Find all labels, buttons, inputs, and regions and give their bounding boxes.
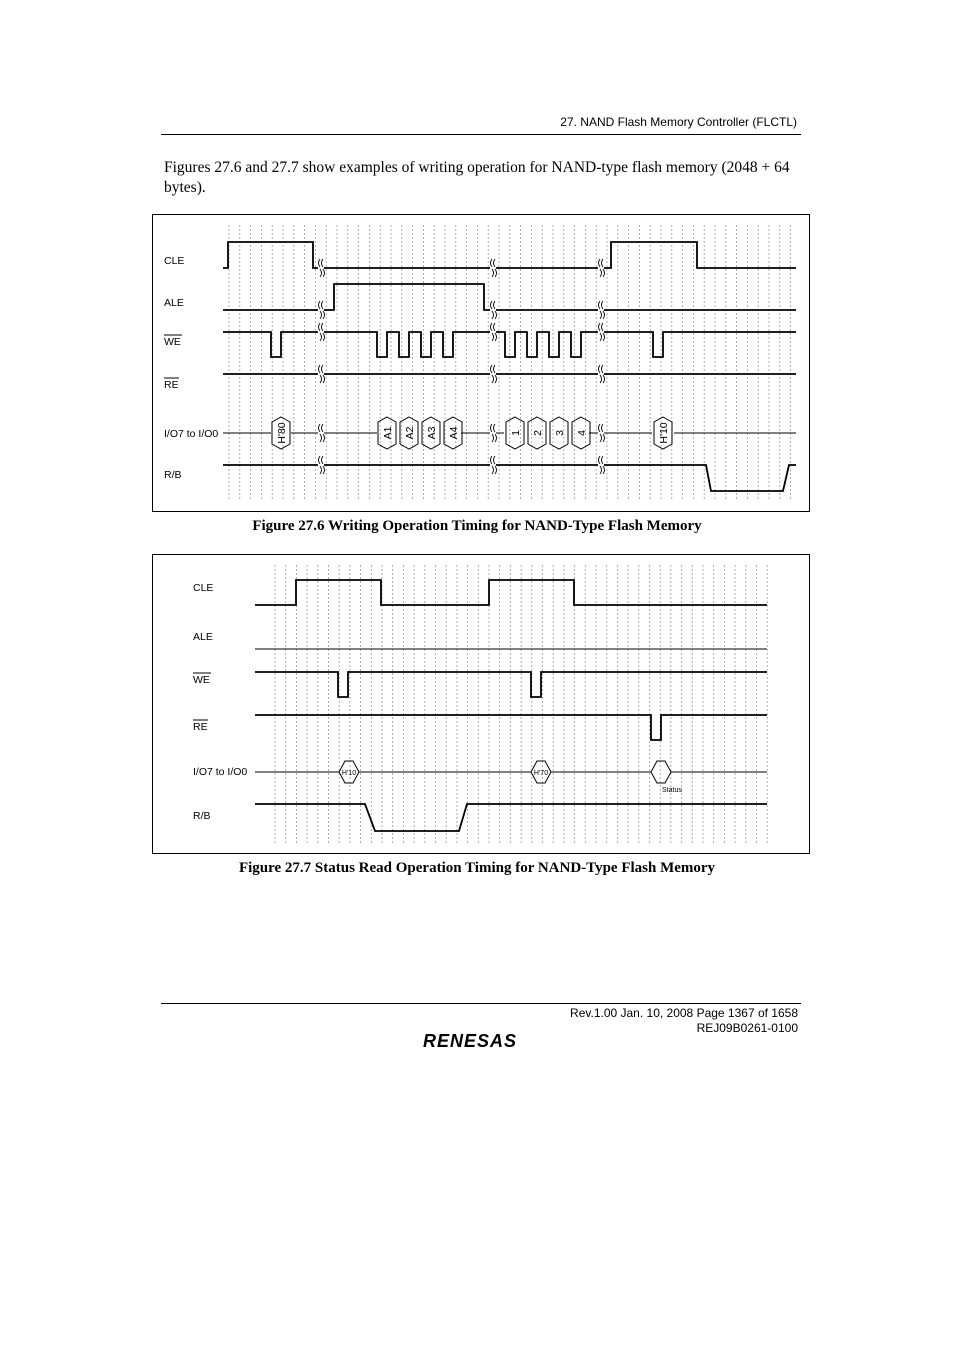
signal-label-rb: R/B: [164, 469, 182, 481]
signal-label-ale: ALE: [193, 631, 213, 643]
io-data-label: A1: [382, 426, 394, 440]
signal-label-re: RE: [193, 721, 208, 733]
figure-27-6: [152, 214, 810, 512]
io-data-label: H'10: [658, 422, 670, 444]
intro-paragraph: Figures 27.6 and 27.7 show examples of writing operation for NAND-type flash memory (2048 + 64 bytes).: [164, 159, 790, 196]
signal-label-cle: CLE: [164, 255, 185, 267]
signal-label-io: I/O7 to I/O0: [164, 428, 219, 440]
figure-27-7-caption: Figure 27.7 Status Read Operation Timing for NAND-Type Flash Memory: [238, 860, 716, 876]
figure-27-7: [152, 554, 810, 854]
re-waveform: [255, 715, 767, 740]
io-data-label: 1: [510, 430, 522, 436]
signal-label-we: WE: [193, 674, 210, 686]
io-data-label: 4: [576, 430, 588, 436]
io-data-label: 3: [554, 430, 566, 436]
io-data-label: H'10: [341, 770, 357, 777]
io-data-label: H'70: [533, 770, 549, 777]
io-data-label: A4: [448, 426, 460, 440]
section-header: 27. NAND Flash Memory Controller (FLCTL): [560, 115, 797, 129]
we-waveform: [255, 672, 767, 697]
figure-27-6-caption: Figure 27.6 Writing Operation Timing for NAND-Type Flash Memory: [252, 518, 702, 534]
timing-diagram-writing: [153, 215, 809, 511]
renesas-logo: RENESAS: [423, 1031, 518, 1051]
signal-label-we: WE: [164, 336, 181, 348]
signal-label-io: I/O7 to I/O0: [193, 766, 248, 778]
footer-rule: [161, 1003, 801, 1004]
signal-label-re: RE: [164, 379, 179, 391]
status-label: Status: [662, 787, 682, 794]
io-data-label: A2: [404, 426, 416, 440]
footer-revision: Rev.1.00 Jan. 10, 2008 Page 1367 of 1658: [570, 1006, 798, 1020]
signal-label-ale: ALE: [164, 297, 184, 309]
timing-diagram-status-read: [153, 555, 809, 853]
footer-doc-number: REJ09B0261-0100: [696, 1021, 798, 1035]
io-data-label: 2: [532, 430, 544, 436]
signal-label-cle: CLE: [193, 582, 214, 594]
cle-waveform: [255, 580, 767, 605]
io-data-label: A3: [426, 426, 438, 440]
io-data-cell: [651, 761, 671, 783]
io-data-label: H'80: [276, 422, 288, 444]
rb-waveform: [255, 804, 767, 831]
header-rule: [161, 134, 801, 135]
signal-label-rb: R/B: [193, 810, 211, 822]
